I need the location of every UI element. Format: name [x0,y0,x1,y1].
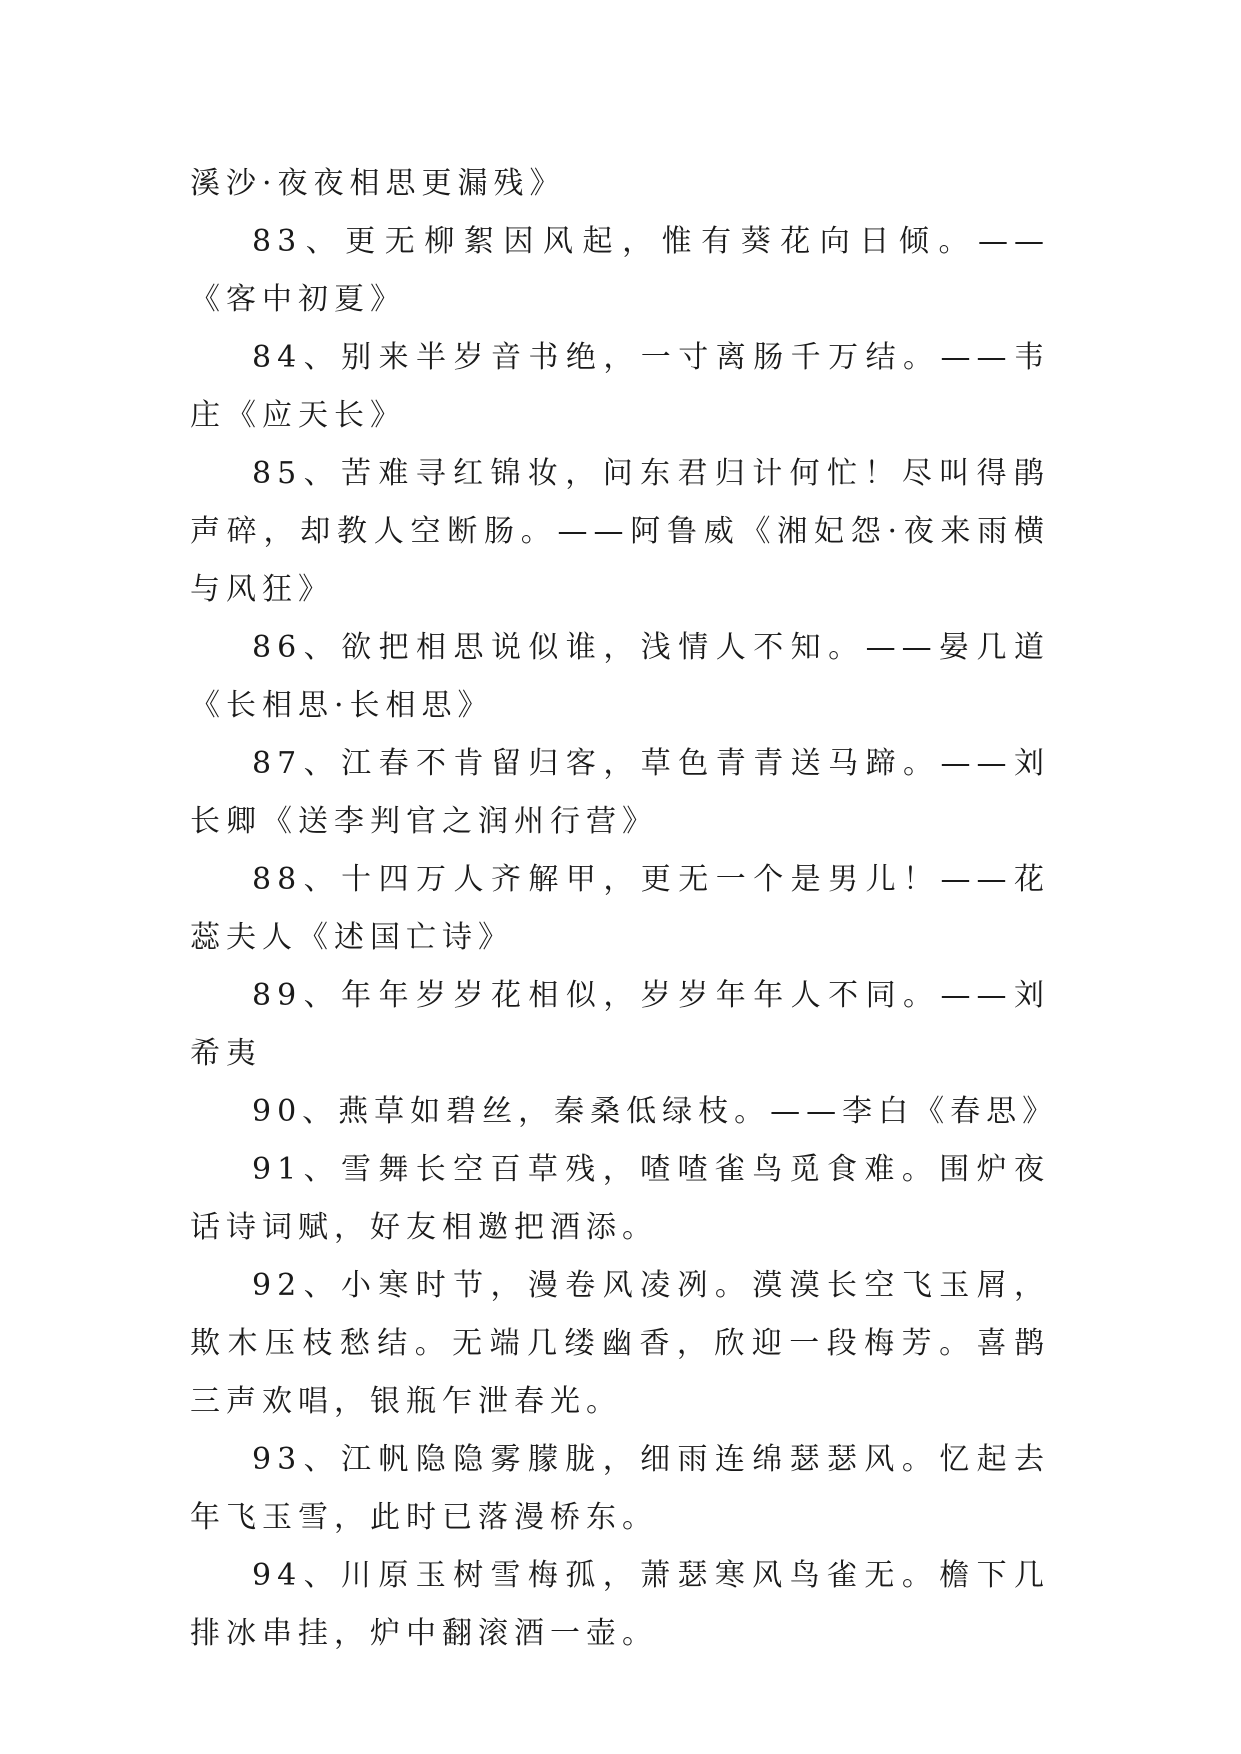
poem-line-91: 91、雪舞长空百草残，喳喳雀鸟觅食难。围炉夜话诗词赋，好友相邀把酒添。 [190,1152,1050,1245]
poem-line-90: 90、燕草如碧丝，秦桑低绿枝。——李白《春思》 [252,1094,1059,1129]
poem-line-92: 92、小寒时节，漫卷风凌冽。漠漠长空飞玉屑，欺木压枝愁结。无端几缕幽香，欣迎一段梅芳。喜鹊三声欢唱，银瓶乍泄春光。 [190,1268,1050,1419]
poem-line-87: 87、江春不肯留归客，草色青青送马蹄。——刘长卿《送李判官之润州行营》 [190,746,1050,839]
poem-line-86: 86、欲把相思说似谁，浅情人不知。——晏几道《长相思·长相思》 [190,630,1050,723]
poem-line-85: 85、苦难寻红锦妆，问东君归计何忙！尽叫得鹃声碎，却教人空断肠。——阿鲁威《湘妃怨·夜来雨横与风狂》 [190,456,1050,607]
poem-line-84: 84、别来半岁音书绝，一寸离肠千万结。——韦庄《应天长》 [190,340,1050,433]
poem-line-88: 88、十四万人齐解甲，更无一个是男儿！——花蕊夫人《述国亡诗》 [190,862,1050,955]
poem-line-89: 89、年年岁岁花相似，岁岁年年人不同。——刘希夷 [190,978,1050,1071]
paragraph-continuation: 溪沙·夜夜相思更漏残》 [190,166,566,201]
poem-line-94: 94、川原玉树雪梅孤，萧瑟寒风鸟雀无。檐下几排冰串挂，炉中翻滚酒一壶。 [190,1558,1050,1651]
poem-line-93: 93、江帆隐隐雾朦胧，细雨连绵瑟瑟风。忆起去年飞玉雪，此时已落漫桥东。 [190,1442,1050,1535]
poem-line-83: 83、更无柳絮因风起，惟有葵花向日倾。——《客中初夏》 [190,224,1050,317]
document-body [190,155,1059,1663]
